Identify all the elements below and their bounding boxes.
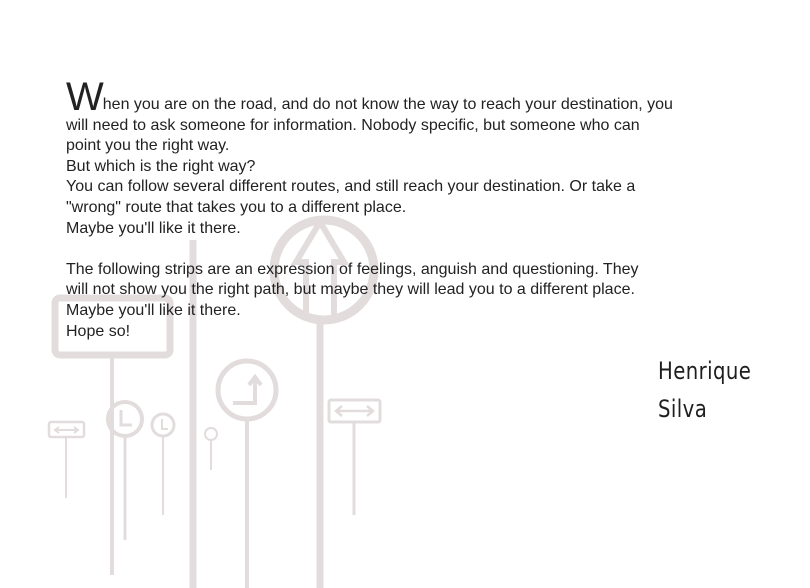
turn-arrow-road-sign-icon xyxy=(218,361,276,588)
author-last-name: Silva xyxy=(658,395,708,423)
author-first-name: Henrique xyxy=(658,357,752,385)
intro-line: Maybe you'll like it there. xyxy=(66,219,241,237)
paragraph-gap xyxy=(66,239,786,260)
intro-first-line: When you are on the road, and do not know the way to reach your destination, you xyxy=(66,75,673,119)
second-line: The following strips are an expression of feelings, anguish and questioning. They xyxy=(66,260,639,278)
double-arrow-road-sign-icon xyxy=(49,400,380,515)
intro-line: "wrong" route that takes you to a different place. xyxy=(66,198,407,216)
intro-text xyxy=(66,75,786,342)
drop-cap: W xyxy=(66,75,103,119)
second-line: will not show you the right path, but maybe they will lead you to a different place. xyxy=(66,281,635,299)
clock-road-sign-icon xyxy=(108,402,217,540)
intro-line: But which is the right way? xyxy=(66,157,256,175)
intro-line: point you the right way. xyxy=(66,137,230,155)
intro-line: will need to ask someone for information. Nobody specific, but someone who can xyxy=(66,116,640,134)
second-line: Maybe you'll like it there. xyxy=(66,301,241,319)
author-signature xyxy=(658,352,751,428)
second-line: Hope so! xyxy=(66,322,131,340)
intro-line: You can follow several different routes, and still reach your destination. Or take a xyxy=(66,178,636,196)
